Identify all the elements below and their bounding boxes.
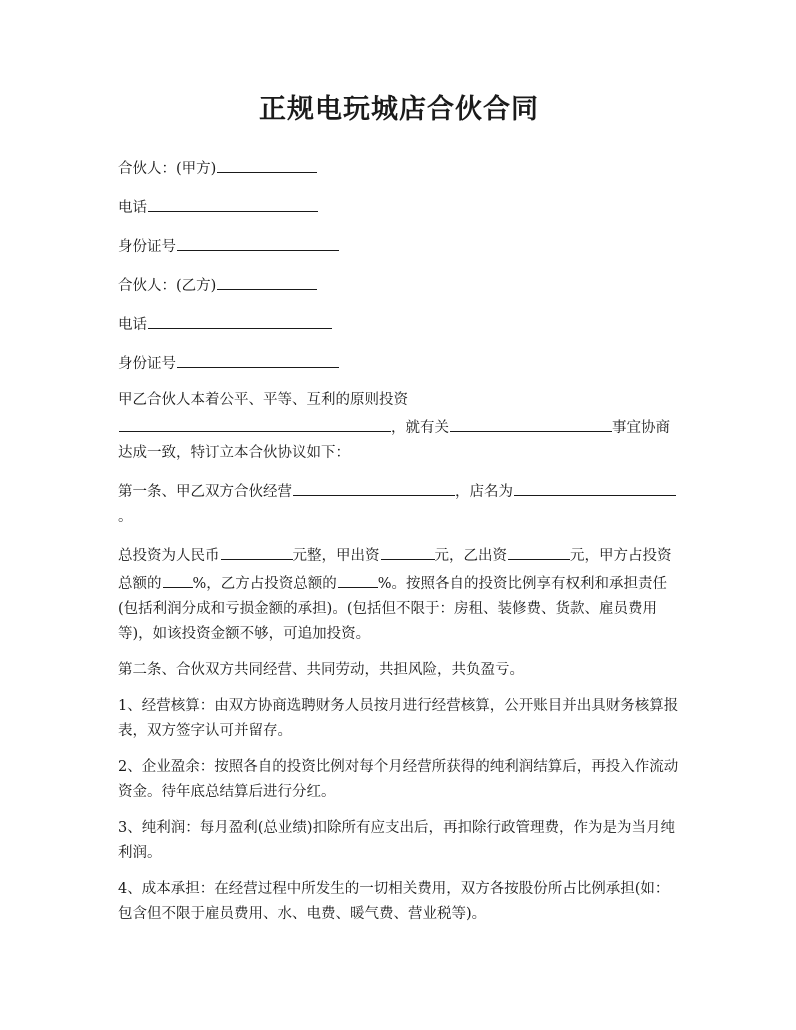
article-1-blank-1	[293, 477, 455, 496]
party-b-line	[118, 271, 680, 299]
intro-mid: ，就有关	[391, 420, 449, 436]
intro-blank-2	[450, 413, 612, 432]
investment-paragraph	[118, 541, 680, 647]
party-b-id-blank	[177, 349, 339, 368]
party-b-id-label: 身份证号	[118, 356, 176, 372]
party-b-blank	[217, 271, 317, 290]
party-b-id-line	[118, 349, 680, 377]
party-b-phone-blank	[148, 310, 332, 329]
party-b-label: 合伙人：(乙方)	[118, 278, 217, 294]
investment-text-2: 元整，甲出资	[292, 548, 380, 564]
article-1-mid: ，店名为	[455, 484, 513, 500]
party-a-phone-line	[118, 193, 680, 221]
item-2-paragraph: 2、企业盈余：按照各自的投资比例对每个月经营所获得的纯利润结算后，再投入作流动资金。待年底总结算后进行分红。	[118, 759, 679, 800]
party-b-phone-line	[118, 310, 680, 338]
party-a-id-blank	[177, 232, 339, 251]
investment-a-blank	[381, 541, 435, 560]
article-1-blank-2	[514, 477, 676, 496]
investment-a-percent-blank	[163, 569, 193, 588]
intro-suffix: 事宜协商达成一致，特订立本合伙协议如下：	[118, 420, 670, 461]
intro-paragraph	[118, 388, 680, 466]
party-a-phone-blank	[148, 193, 318, 212]
article-1-suffix: 。	[118, 509, 133, 525]
investment-text-1: 总投资为人民币	[118, 548, 220, 564]
investment-text-4: 元，甲方占投资总额的	[118, 548, 672, 592]
party-b-phone-label: 电话	[118, 317, 147, 333]
item-1-paragraph: 1、经营核算：由双方协商选聘财务人员按月进行经营核算，公开账目并出具财务核算报表，双方签字认可并留存。	[118, 698, 679, 739]
investment-b-blank	[508, 541, 570, 560]
item-3-paragraph: 3、纯利润：每月盈利(总业绩)扣除所有应支出后，再扣除行政管理费，作为是为当月纯利润。	[118, 820, 676, 861]
party-a-blank	[217, 154, 317, 173]
investment-text-5: %，乙方占投资总额的	[192, 576, 337, 592]
document-title: 正规电玩城店合伙合同	[259, 94, 539, 125]
party-a-id-line	[118, 232, 680, 260]
party-a-id-label: 身份证号	[118, 239, 176, 255]
intro-blank-1	[119, 413, 391, 432]
intro-prefix: 甲乙合伙人本着公平、平等、互利的原则投资	[118, 392, 408, 408]
party-a-phone-label: 电话	[118, 200, 147, 216]
item-4-paragraph: 4、成本承担：在经营过程中所发生的一切相关费用，双方各按股份所占比例承担(如：包含但不限于雇员费用、水、电费、暖气费、营业税等)。	[118, 881, 670, 922]
article-1-paragraph	[118, 477, 680, 530]
investment-text-3: 元，乙出资	[434, 548, 507, 564]
party-a-line	[118, 154, 680, 182]
investment-text-6: %。按照各自的投资比例享有权利和承担责任(包括利润分成和亏损金额的承担)。(包括但不限于：房租、装修费、货款、雇员费用等)，如该投资金额不够，可追加投资。	[118, 576, 668, 642]
investment-b-percent-blank	[338, 569, 378, 588]
party-a-label: 合伙人：(甲方)	[118, 161, 217, 177]
investment-total-blank	[221, 541, 293, 560]
article-1-prefix: 第一条、甲乙双方合伙经营	[118, 484, 292, 500]
article-2-paragraph: 第二条、合伙双方共同经营、共同劳动，共担风险，共负盈亏。	[118, 662, 524, 678]
